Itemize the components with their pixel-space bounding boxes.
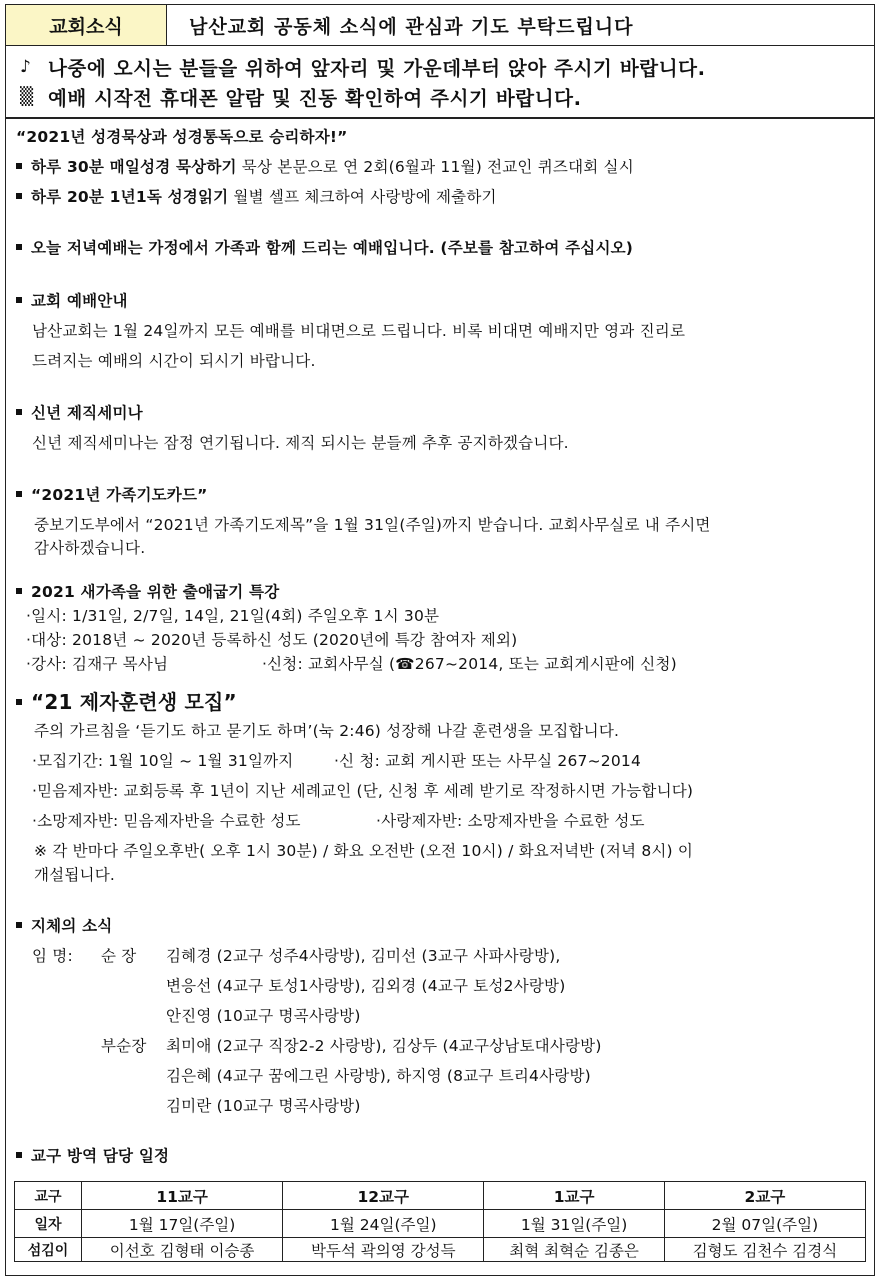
worship-heading xyxy=(16,289,128,311)
subleader-line-1: 최미애 (2교구 직장2-2 사랑방), 김상두 (4교구상남토대사랑방) xyxy=(166,1037,602,1055)
bullet-icon xyxy=(16,588,22,594)
notice-box xyxy=(5,46,875,118)
shaded-square-icon: ▒ xyxy=(20,87,34,107)
exodus-apply: ·신청: 교회사무실 (☎267~2014, 또는 교회게시판에 신청) xyxy=(262,655,677,673)
servers-cell: 박두석 곽의영 강성득 xyxy=(283,1238,484,1262)
prayer-card-line-1: 중보기도부에서 “2021년 가족기도제목”을 1월 31일(주일)까지 받습니다. 교회사무실로 내 주시면 xyxy=(34,516,711,534)
evening-worship-notice xyxy=(16,236,633,258)
exodus-speaker: ·강사: 김재구 목사님 xyxy=(26,655,169,673)
notice-phone-text: 예배 시작전 휴대폰 알람 및 진동 확인하여 주시기 바랍니다. xyxy=(48,87,582,110)
bible-item-reading xyxy=(16,185,497,207)
members-heading-text: 지체의 소식 xyxy=(31,917,113,935)
members-heading xyxy=(16,914,112,936)
quarantine-table xyxy=(14,1181,866,1262)
district-cell: 2교구 xyxy=(664,1182,865,1210)
date-cell: 1월 17일(주일) xyxy=(82,1210,283,1238)
bullet-icon xyxy=(16,699,22,705)
exodus-date: ·일시: 1/31일, 2/7일, 14일, 21일(4회) 주일오후 1시 30분 xyxy=(26,607,440,625)
seminar-heading xyxy=(16,401,143,423)
district-cell: 11교구 xyxy=(82,1182,283,1210)
worship-line-2: 드려지는 예배의 시간이 되시기 바랍니다. xyxy=(32,352,316,370)
district-cell: 1교구 xyxy=(484,1182,664,1210)
table-row xyxy=(15,1238,866,1262)
evening-text: 오늘 저녁예배는 가정에서 가족과 함께 드리는 예배입니다. (주보를 참고하여 주십시오) xyxy=(31,239,634,257)
disciple-note-2: 개설됩니다. xyxy=(34,866,115,884)
news-content xyxy=(5,118,875,1276)
table-row xyxy=(15,1210,866,1238)
prayer-card-heading xyxy=(16,483,208,505)
prayer-card-heading-text: “2021년 가족기도카드” xyxy=(31,486,208,504)
bullet-icon xyxy=(16,922,22,928)
meditation-rest: 묵상 본문으로 연 2회(6월과 11월) 전교인 퀴즈대회 실시 xyxy=(236,158,634,176)
notice-line-phone xyxy=(20,82,874,112)
disciple-heading-text: “21 제자훈련생 모집” xyxy=(31,690,237,714)
bullet-icon xyxy=(16,163,22,169)
exodus-heading xyxy=(16,580,279,602)
notice-line-seating xyxy=(20,52,874,82)
bullet-icon xyxy=(16,244,22,250)
disciple-apply: ·신 청: 교회 게시판 또는 사무실 267~2014 xyxy=(334,752,642,770)
bullet-icon xyxy=(16,409,22,415)
disciple-period: ·모집기간: 1월 10일 ~ 1월 31일까지 xyxy=(32,752,294,770)
seminar-heading-text: 신년 제직세미나 xyxy=(31,404,143,422)
bulletin-header xyxy=(5,4,875,46)
quarantine-heading xyxy=(16,1144,169,1166)
disciple-faith: ·믿음제자반: 교회등록 후 1년이 지난 세례교인 (단, 신청 후 세례 받기로 작정하시면 가능합니다) xyxy=(32,782,694,800)
date-cell: 2월 07일(주일) xyxy=(664,1210,865,1238)
reading-rest: 월별 셀프 체크하여 사랑방에 제출하기 xyxy=(228,188,497,206)
district-cell: 12교구 xyxy=(283,1182,484,1210)
prayer-card-line-2: 감사하겠습니다. xyxy=(34,539,146,557)
leader-line-3: 안진영 (10교구 명곡사랑방) xyxy=(166,1007,361,1025)
row-label-district: 교구 xyxy=(15,1182,82,1210)
music-note-icon: ♪ xyxy=(20,57,32,77)
disciple-note-1: ※ 각 반마다 주일오후반( 오후 1시 30분) / 화요 오전반 (오전 10시) / 화요저녁반 (저녁 8시) 이 xyxy=(34,842,694,860)
appoint-label: 임 명: xyxy=(32,947,73,965)
exodus-target: ·대상: 2018년 ~ 2020년 등록하신 성도 (2020년에 특강 참여자 제외) xyxy=(26,631,518,649)
leader-line-1: 김혜경 (2교구 성주4사랑방), 김미선 (3교구 사파사랑방), xyxy=(166,947,561,965)
exodus-heading-text: 2021 새가족을 위한 출애굽기 특강 xyxy=(31,583,280,601)
disciple-love: ·사랑제자반: 소망제자반을 수료한 성도 xyxy=(376,812,645,830)
meditation-bold: 하루 30분 매일성경 묵상하기 xyxy=(31,158,237,176)
disciple-heading xyxy=(16,686,237,715)
bullet-icon xyxy=(16,193,22,199)
servers-cell: 이선호 김형태 이승종 xyxy=(82,1238,283,1262)
worship-heading-text: 교회 예배안내 xyxy=(31,292,128,310)
subleader-line-2: 김은혜 (4교구 꿈에그린 사랑방), 하지영 (8교구 트리4사랑방) xyxy=(166,1067,591,1085)
header-title: 남산교회 공동체 소식에 관심과 기도 부탁드립니다 xyxy=(189,15,634,38)
leader-line-2: 변응선 (4교구 토성1사랑방), 김외경 (4교구 토성2사랑방) xyxy=(166,977,566,995)
seminar-line: 신년 제직세미나는 잠정 연기됩니다. 제직 되시는 분들께 추후 공지하겠습니다. xyxy=(32,434,569,452)
date-cell: 1월 31일(주일) xyxy=(484,1210,664,1238)
disciple-hope: ·소망제자반: 믿음제자반을 수료한 성도 xyxy=(32,812,301,830)
section-tag: 교회소식 xyxy=(6,5,167,45)
bullet-icon xyxy=(16,297,22,303)
bible-item-meditation xyxy=(16,155,634,177)
servers-cell: 최혁 최혁순 김종은 xyxy=(484,1238,664,1262)
reading-bold: 하루 20분 1년1독 성경읽기 xyxy=(31,188,229,206)
notice-seating-text: 나중에 오시는 분들을 위하여 앞자리 및 가운데부터 앉아 주시기 바랍니다. xyxy=(48,57,706,80)
role-leader: 순 장 xyxy=(101,947,137,965)
role-subleader: 부순장 xyxy=(101,1037,147,1055)
bullet-icon xyxy=(16,491,22,497)
bible-slogan: “2021년 성경묵상과 성경통독으로 승리하자!” xyxy=(16,128,348,146)
worship-line-1: 남산교회는 1월 24일까지 모든 예배를 비대면으로 드립니다. 비록 비대면 예배지만 영과 진리로 xyxy=(32,322,686,340)
table-row xyxy=(15,1182,866,1210)
subleader-line-3: 김미란 (10교구 명곡사랑방) xyxy=(166,1097,361,1115)
row-label-servers: 섬김이 xyxy=(15,1238,82,1262)
bullet-icon xyxy=(16,1152,22,1158)
date-cell: 1월 24일(주일) xyxy=(283,1210,484,1238)
quarantine-heading-text: 교구 방역 담당 일정 xyxy=(31,1147,170,1165)
row-label-date: 일자 xyxy=(15,1210,82,1238)
servers-cell: 김형도 김천수 김경식 xyxy=(664,1238,865,1262)
disciple-intro: 주의 가르침을 ‘듣기도 하고 묻기도 하며’(눅 2:46) 성장해 나갈 훈련생을 모집합니다. xyxy=(34,722,620,740)
